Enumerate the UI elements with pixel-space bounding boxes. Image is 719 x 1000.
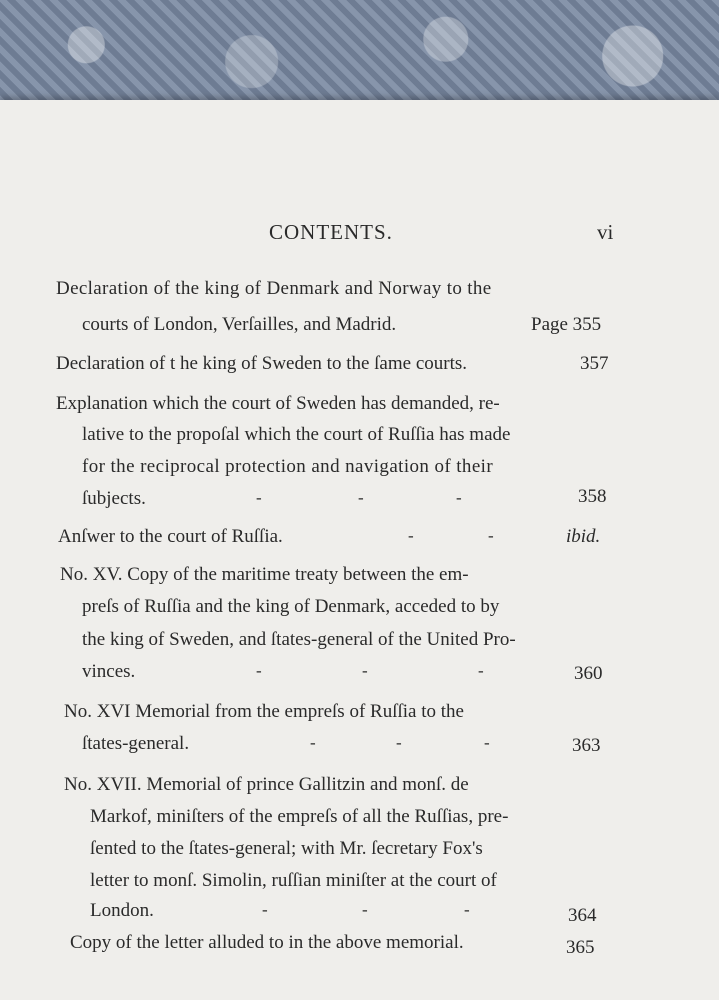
toc-line: Declaration of t he king of Sweden to the ſame courts. — [56, 353, 468, 374]
toc-line: London. — [90, 900, 154, 921]
toc-line: lative to the propoſal which the court of Ruſſia has made — [82, 424, 511, 445]
leader-dash: - — [484, 733, 490, 752]
leader-dash: - — [362, 661, 368, 680]
toc-line: No. XVII. Memorial of prince Gallitzin and monſ. de — [64, 774, 469, 795]
leader-dash: - — [396, 733, 402, 752]
toc-line: preſs of Ruſſia and the king of Denmark, acceded to by — [82, 596, 500, 617]
toc-page-number: 360 — [574, 663, 603, 684]
toc-line: No. XVI Memorial from the empreſs of Ruſſia to the — [64, 701, 464, 722]
leader-dash: - — [362, 900, 368, 919]
page-number: vi — [597, 220, 614, 244]
toc-line: ſubjects. — [82, 488, 146, 509]
leader-dash: - — [488, 526, 494, 545]
toc-line: Explanation which the court of Sweden has demanded, re- — [56, 393, 500, 414]
toc-line: Anſwer to the court of Ruſſia. — [58, 526, 283, 547]
leader-dash: - — [256, 488, 262, 507]
toc-line: ſented to the ſtates-general; with Mr. ſecretary Fox's — [90, 838, 483, 859]
toc-page-number: 365 — [566, 937, 595, 958]
toc-page-number: 357 — [580, 353, 609, 374]
toc-line: letter to monſ. Simolin, ruſſian miniſter at the court of — [90, 870, 497, 891]
toc-line: Markof, miniſters of the empreſs of all the Ruſſias, pre- — [90, 806, 509, 827]
toc-line: ſtates-general. — [82, 733, 190, 754]
toc-line: vinces. — [82, 661, 136, 682]
book-page — [0, 100, 719, 1000]
leader-dash: - — [408, 526, 414, 545]
toc-line: the king of Sweden, and ſtates-general of the United Pro- — [82, 629, 516, 650]
toc-page-number: 358 — [578, 486, 607, 507]
leader-dash: - — [464, 900, 470, 919]
leader-dash: - — [256, 661, 262, 680]
toc-page-number: ibid. — [566, 526, 601, 547]
toc-line: Copy of the letter alluded to in the above memorial. — [70, 932, 464, 953]
toc-line: Declaration of the king of Denmark and Norway to the — [56, 278, 492, 299]
toc-line: for the reciprocal protection and navigation of their — [82, 456, 494, 477]
leader-dash: - — [456, 488, 462, 507]
leader-dash: - — [478, 661, 484, 680]
toc-line: No. XV. Copy of the maritime treaty between the em- — [60, 564, 469, 585]
leader-dash: - — [262, 900, 268, 919]
fabric-background — [0, 0, 719, 112]
page-title: CONTENTS. — [269, 220, 393, 244]
toc-page-number: 363 — [572, 735, 601, 756]
leader-dash: - — [310, 733, 316, 752]
leader-dash: - — [358, 488, 364, 507]
toc-page-label: Page 355 — [531, 314, 602, 335]
toc-page-number: 364 — [568, 905, 597, 926]
toc-line: courts of London, Verſailles, and Madrid. — [82, 314, 397, 335]
